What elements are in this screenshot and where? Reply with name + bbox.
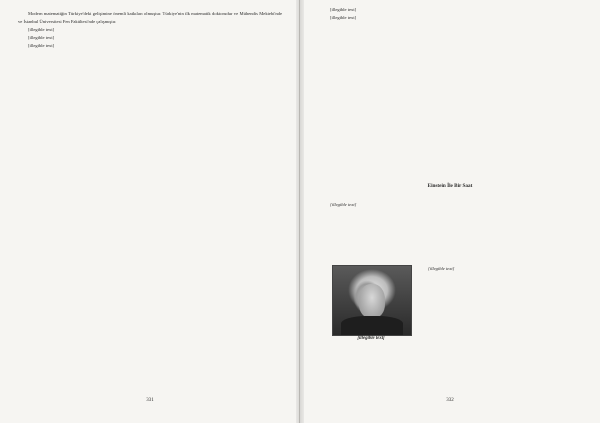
italic-paragraph: [illegible text] (330, 202, 357, 207)
page-number: 331 (146, 398, 154, 403)
right-paragraph: [illegible text] (330, 7, 357, 12)
page-number: 332 (446, 398, 454, 403)
left-paragraph: [illegible text] (28, 26, 55, 32)
left-paragraph: Modern matematiğin Türkiye'deki gelişimine önemli katkıları olmuştur. Türkiye'nin ilk matematik doktorudur ve Mühendis Mektebi'nde ve İstanbul Üniversitesi Fen Fakültesi'nde çalışmıştır. (18, 11, 282, 24)
left-paragraph: [illegible text] (28, 34, 55, 40)
italic-narrow-text-block (418, 265, 582, 375)
photo-caption: [illegible text] (357, 336, 385, 341)
italic-text-block (320, 201, 582, 263)
left-page-text (18, 10, 282, 400)
right-page (300, 0, 600, 423)
section-title: Einstein İle Bir Saat (427, 183, 473, 189)
book-gutter (296, 0, 304, 423)
left-paragraph: [illegible text] (28, 42, 55, 48)
right-page-intro-text (320, 6, 582, 164)
portrait-face (359, 284, 385, 318)
right-paragraph: [illegible text] (330, 14, 357, 20)
italic-narrow-paragraph: [illegible text] (428, 266, 455, 271)
einstein-portrait-photo (332, 265, 412, 336)
portrait-coat (341, 316, 403, 335)
